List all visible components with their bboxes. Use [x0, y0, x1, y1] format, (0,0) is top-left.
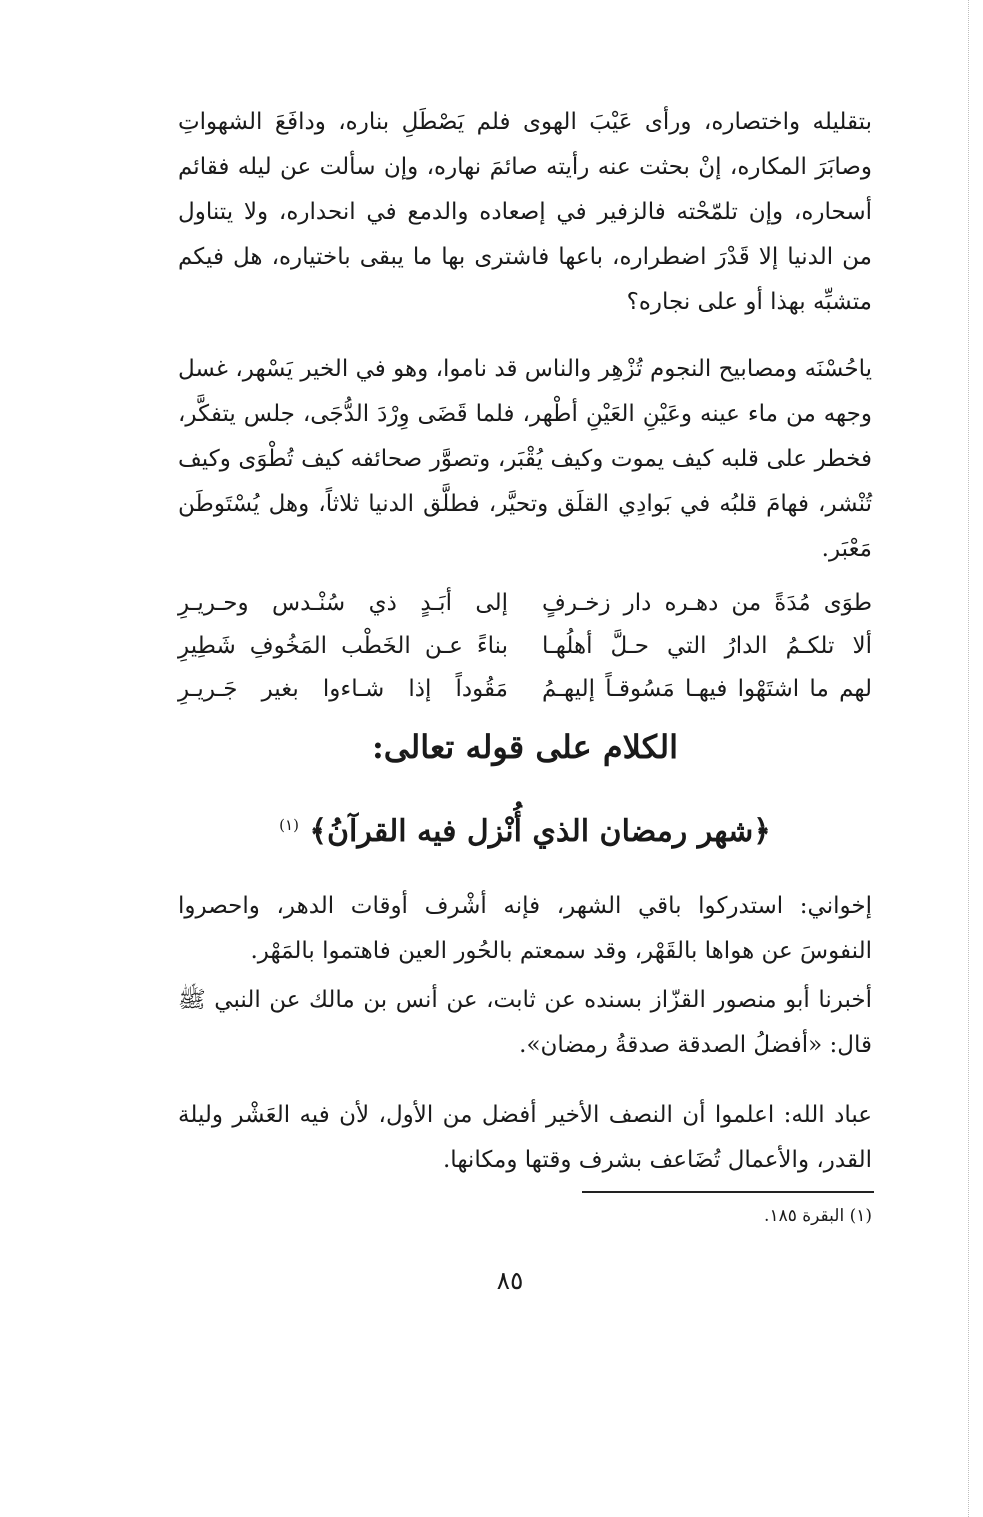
- poem: [178, 582, 872, 711]
- verse-second-hemistich: بناءً عـن الخَطْب المَخُوفِ شَطِيرِ: [178, 633, 508, 659]
- verse-first-hemistich: ألا تلكـمُ الدارُ التي حـلَّ أهلُهـا: [542, 633, 872, 659]
- quran-verse-heading: [178, 803, 872, 854]
- quran-verse-text: ﴿شهر رمضان الذي أُنْزل فيه القرآنُ﴾: [309, 814, 771, 849]
- footnote: (١) البقرة ١٨٥.: [764, 1206, 872, 1226]
- footnote-divider: [582, 1191, 874, 1193]
- section-heading: الكلام على قوله تعالى:: [371, 728, 679, 766]
- verse-second-hemistich: إلى أبَـدٍ ذي سُنْـدس وحـريـرِ: [178, 590, 508, 616]
- paragraph-brothers: إخواني: استدركوا باقي الشهر، فإنه أشْرف أوقات الدهر، واحصروا النفوسَ عن هواها بالقَهْر، وقد سمعتم بالحُور العين فاهتموا بالمَهْر.: [178, 893, 872, 964]
- paragraph-intro: بتقليله واختصاره، ورأى عَيْبَ الهوى فلم يَصْطَلِ بناره، ودافَعَ الشهواتِ وصابَرَ المكاره، إنْ بحثت عنه رأيته صائمَ نهاره، وإن سألت عن ليله فقائم أسحاره، وإن تلمّحْته فالزفير في إصعاده والدمع في انحداره، ولا يتناول من الدنيا إلا قَدْرَ اضطراره، باعها فاشترى بها ما يبقى باختياره، هل فيكم متشبِّه بهذا أو على نجاره؟: [178, 109, 872, 315]
- paragraph-hadith: أخبرنا أبو منصور القزّاز بسنده عن ثابت، عن أنس بن مالك عن النبي ﷺ قال: «أفضلُ الصدقة صدقةُ رمضان».: [178, 987, 872, 1058]
- verse-second-hemistich: مَقُوداً إذا شـاءوا بغير جَـريـرِ: [178, 676, 508, 702]
- verse-first-hemistich: لهم ما اشتَهْوا فيهـا مَسُوقـاً إليهـمُ: [542, 676, 872, 702]
- page-edge-line: [968, 0, 969, 1517]
- poem-verse: [178, 582, 872, 625]
- verse-first-hemistich: طوَى مُدَةً من دهـره دار زخـرفٍ: [542, 590, 872, 616]
- page-number: ٨٥: [496, 1266, 524, 1295]
- paragraph-last-half: عباد الله: اعلموا أن النصف الأخير أفضل من الأول، لأن فيه العَشْر وليلة القدر، والأعمال تُضَاعف بشرف وقتها ومكانها.: [178, 1102, 872, 1173]
- poem-verse: [178, 668, 872, 711]
- footnote-reference: (١): [279, 816, 299, 834]
- paragraph-night-worship: ياحُسْنَه ومصابيح النجوم تُزْهِر والناس قد ناموا، وهو في الخير يَسْهر، غسل وجهه من ماء عينه وعَيْنِ العَيْنِ أطْهر، فلما قَضَى وِرْدَ الدُّجَى، جلس يتفكَّر، فخطر على قلبه كيف يموت وكيف يُقْبَر، وتصوَّر صحائفه كيف تُطْوَى وكيف تُنْشر، فهامَ قلبُه في بَوادِي القلَق وتحيَّر، فطلَّق الدنيا ثلاثاً، وهل يُسْتَوطَن مَعْبَر.: [178, 356, 872, 562]
- poem-verse: [178, 625, 872, 668]
